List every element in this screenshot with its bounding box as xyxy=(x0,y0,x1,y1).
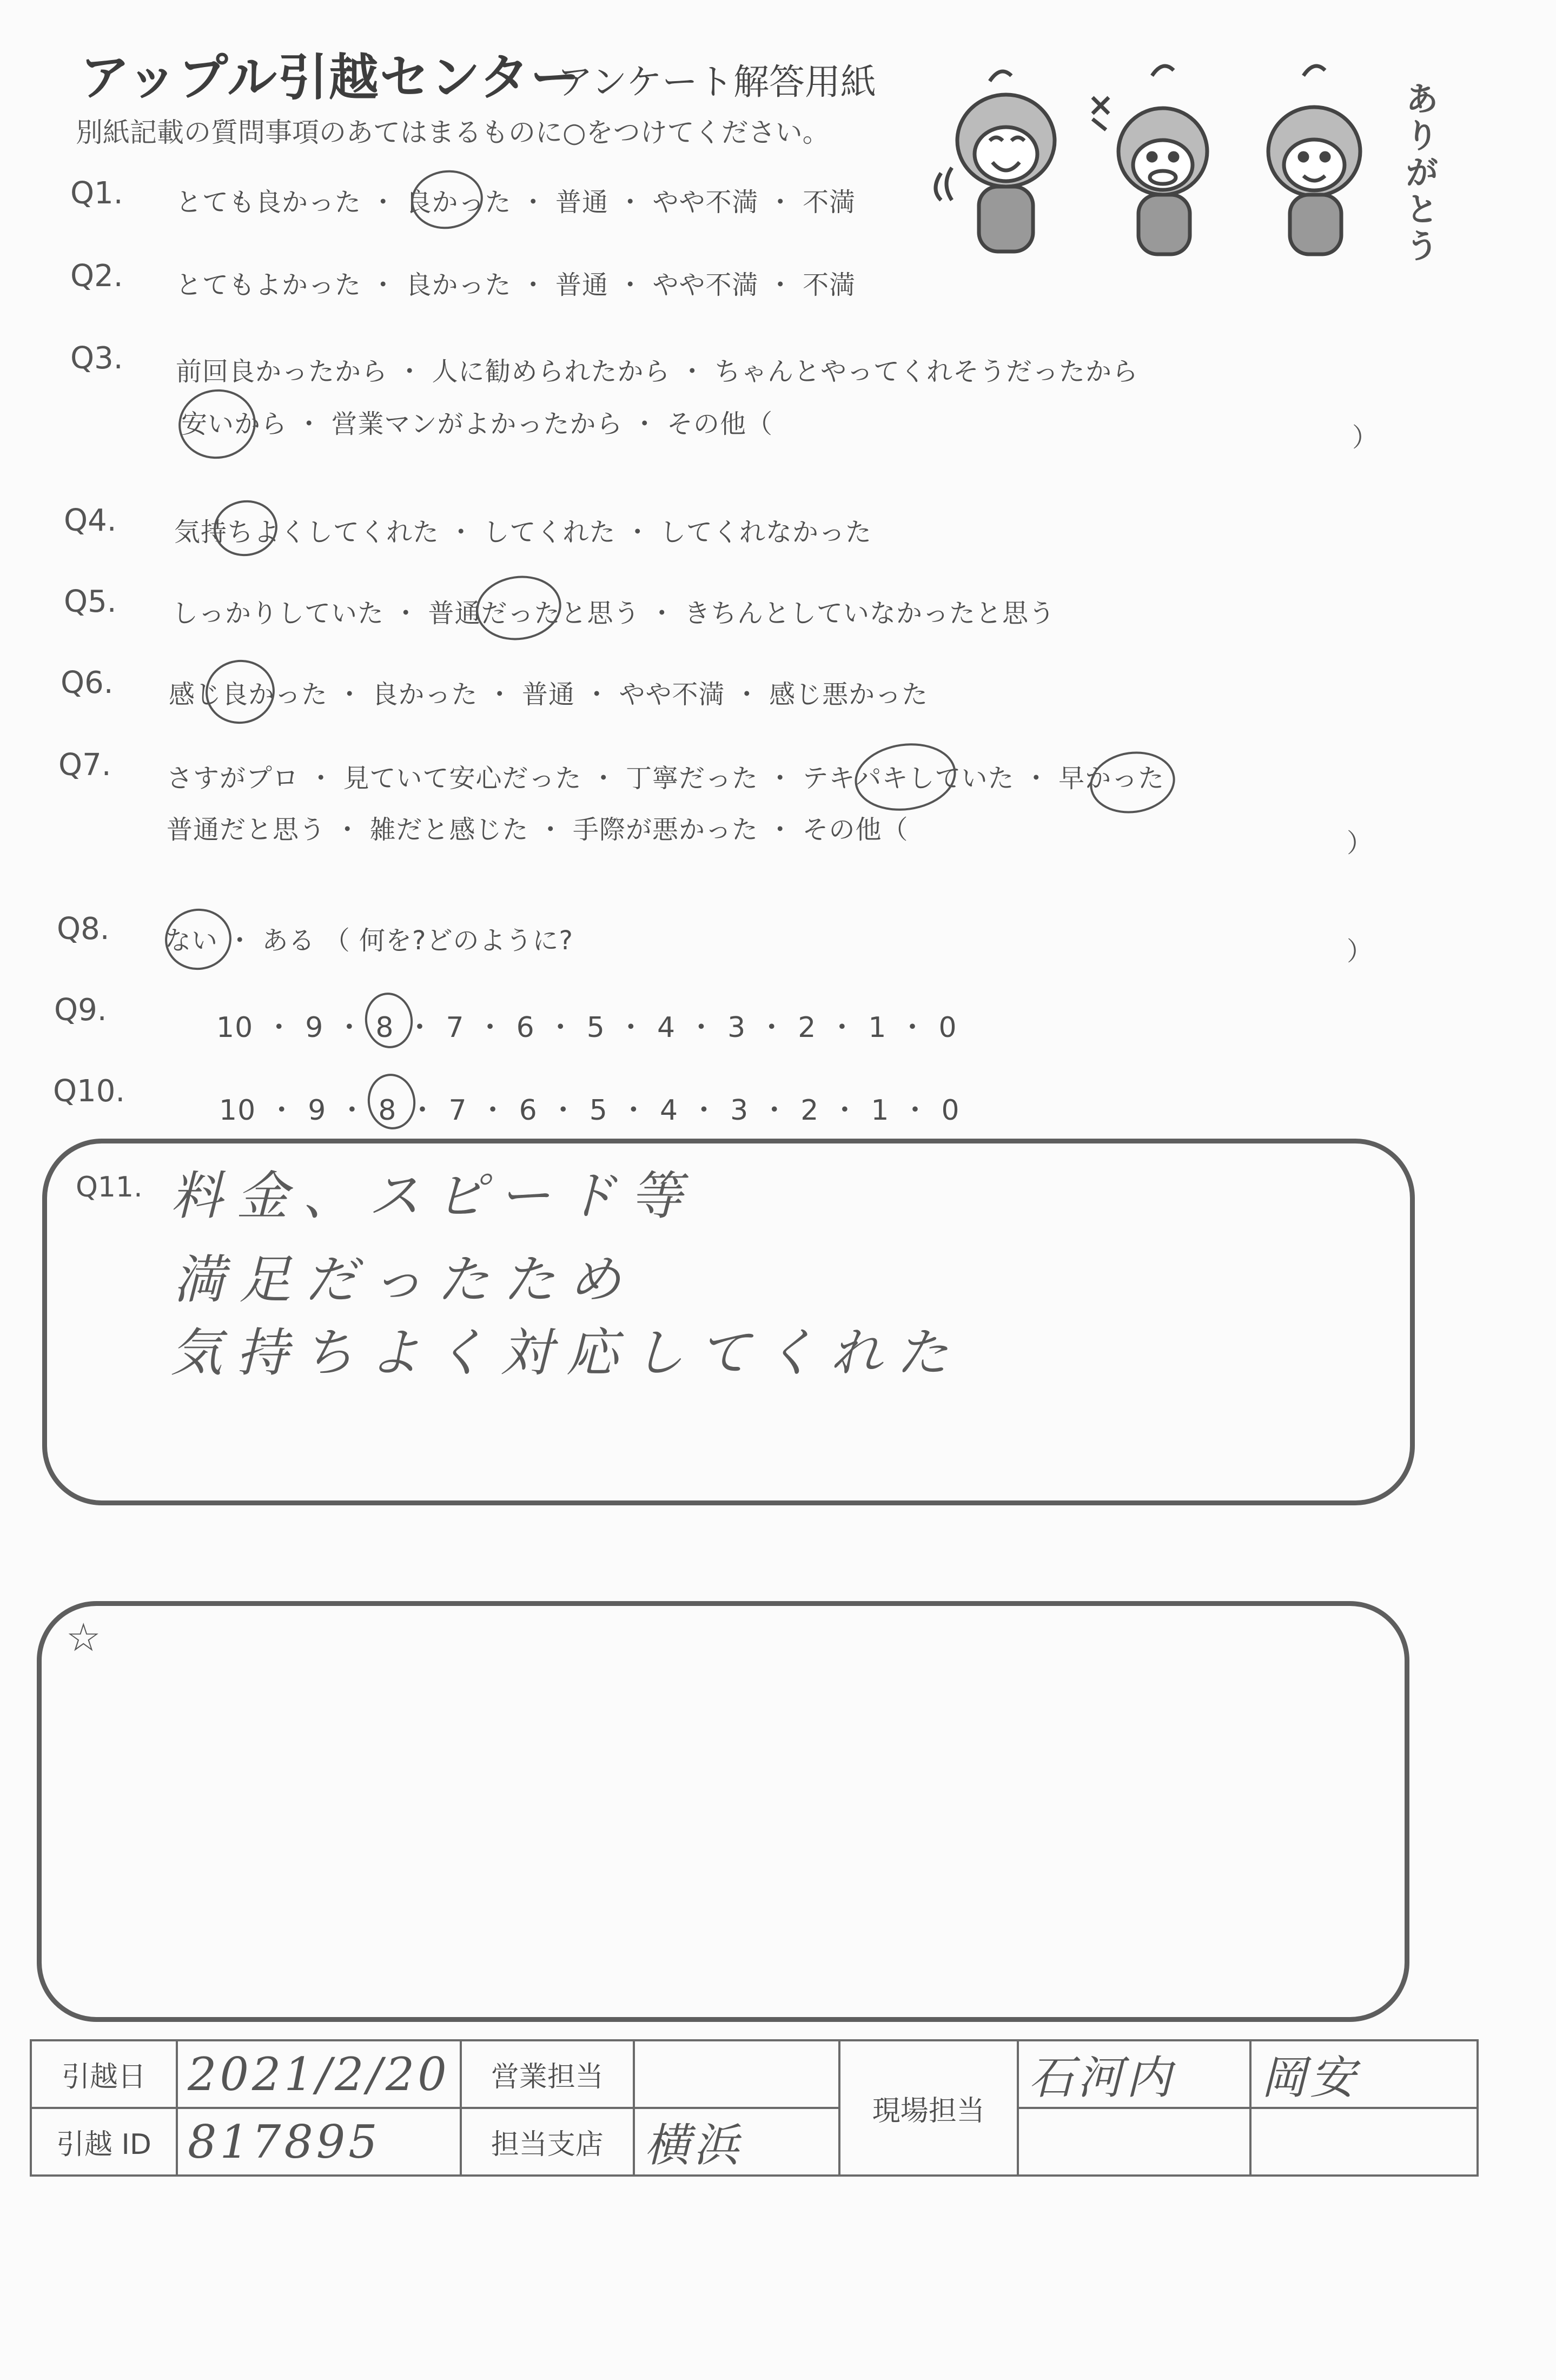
q9-label: Q9. xyxy=(54,993,107,1028)
q5-answer-circle xyxy=(472,571,566,646)
q2-options: とてもよかった ・ 良かった ・ 普通 ・ やや不満 ・ 不満 xyxy=(176,270,856,300)
q6-label: Q6. xyxy=(61,665,114,700)
branch-label: 担当支店 xyxy=(461,2108,634,2176)
site-staff-cell-2 xyxy=(1250,2040,1478,2108)
q5-label: Q5. xyxy=(64,584,117,619)
star-comment-box xyxy=(37,1601,1409,2022)
q6-options: 感じ良かった ・ 良かった ・ 普通 ・ やや不満 ・ 感じ悪かった xyxy=(169,679,929,710)
q7-answer-circle-1 xyxy=(850,737,960,817)
q6-answer-circle xyxy=(201,656,279,729)
q4-options: 気持ちよくしてくれた ・ してくれた ・ してくれなかった xyxy=(174,517,872,547)
move-id-label: 引越 ID xyxy=(31,2108,177,2176)
sales-label: 営業担当 xyxy=(461,2040,634,2108)
q3-options-line2: 安いから ・ 営業マンがよかったから ・ その他（ xyxy=(181,409,773,439)
q3-label: Q3. xyxy=(70,341,123,376)
q9-scale: 10 ・ 9 ・ 8 ・ 7 ・ 6 ・ 5 ・ 4 ・ 3 ・ 2 ・ 1 ・ 0 xyxy=(216,1012,957,1044)
site-staff-1: 石河内 xyxy=(1028,2051,1175,2104)
q8-label: Q8. xyxy=(57,911,110,947)
move-date-label: 引越日 xyxy=(31,2040,177,2108)
q7-options-line1: さすがプロ ・ 見ていて安心だった ・ 丁寧だった ・ テキパキしていた ・ 早かった xyxy=(167,763,1165,794)
q8-close-paren: ） xyxy=(1347,936,1373,967)
q11-answer-line3: 気持ちよく対応してくれた xyxy=(170,1323,962,1383)
sales-value xyxy=(634,2040,839,2108)
q10-label: Q10. xyxy=(53,1074,125,1109)
q7-close-paren: ） xyxy=(1347,828,1373,858)
move-date-value: 2021/2/20 xyxy=(188,2047,450,2101)
form-title: アンケート解答用紙 xyxy=(557,61,877,103)
instruction-text: 別紙記載の質問事項のあてはまるものに○をつけてください。 xyxy=(76,117,830,148)
q7-options-line2: 普通だと思う ・ 雑だと感じた ・ 手際が悪かった ・ その他（ xyxy=(167,815,909,845)
thanks-text: ありがとう xyxy=(1400,81,1439,265)
site-staff-2: 岡安 xyxy=(1261,2051,1359,2104)
move-date-cell xyxy=(177,2040,461,2108)
q3-options-line1: 前回良かったから ・ 人に勧められたから ・ ちゃんとやってくれそうだったから xyxy=(176,356,1139,387)
q1-label: Q1. xyxy=(70,176,123,211)
q5-options: しっかりしていた ・ 普通だったと思う ・ きちんとしていなかったと思う xyxy=(172,598,1056,629)
q3-close-paren: ） xyxy=(1352,422,1379,453)
site-staff-cell-1 xyxy=(1018,2040,1250,2108)
q8-options: ない ・ ある （ 何を?どのように? xyxy=(165,925,573,956)
q11-label: Q11. xyxy=(76,1171,143,1204)
star-icon: ☆ xyxy=(66,1615,101,1660)
q10-scale: 10 ・ 9 ・ 8 ・ 7 ・ 6 ・ 5 ・ 4 ・ 3 ・ 2 ・ 1 ・ 0 xyxy=(219,1094,960,1127)
monkey-mascots-illustration xyxy=(930,60,1417,276)
q8-answer-circle xyxy=(161,904,236,974)
site-staff-empty-2 xyxy=(1250,2108,1478,2176)
q2-label: Q2. xyxy=(70,259,123,294)
branch-value: 横浜 xyxy=(644,2119,742,2172)
move-id-value: 817895 xyxy=(188,2115,381,2169)
q11-answer-line2: 満足だったため xyxy=(173,1250,635,1310)
q3-answer-circle xyxy=(174,385,260,464)
company-name: アップル引越センター xyxy=(80,49,581,107)
q1-answer-circle xyxy=(407,166,487,233)
q1-options: とても良かった ・ 良かった ・ 普通 ・ やや不満 ・ 不満 xyxy=(176,187,856,217)
move-info-table xyxy=(30,2039,1479,2177)
branch-cell xyxy=(634,2108,839,2176)
move-id-cell xyxy=(177,2108,461,2176)
q4-label: Q4. xyxy=(64,503,117,538)
site-staff-label: 現場担当 xyxy=(839,2040,1018,2176)
site-staff-empty-1 xyxy=(1018,2108,1250,2176)
q11-answer-line1: 料金、スピード等 xyxy=(170,1166,697,1226)
q7-label: Q7. xyxy=(58,748,111,783)
q4-answer-circle xyxy=(210,496,281,560)
